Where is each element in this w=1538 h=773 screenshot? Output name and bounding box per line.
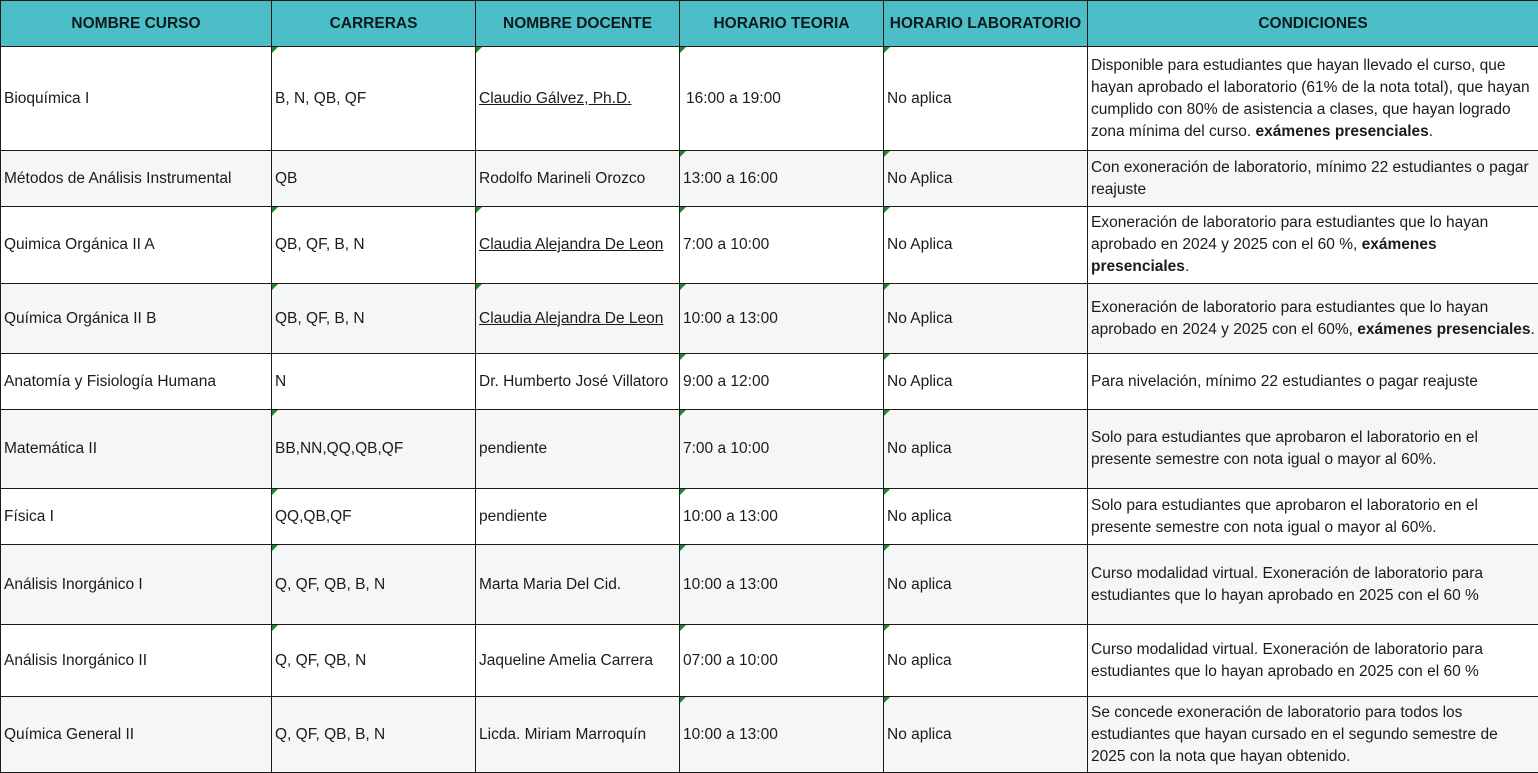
header-careers[interactable]: CARRERAS	[272, 1, 476, 47]
theory-cell[interactable]: 7:00 a 10:00	[680, 410, 884, 489]
theory-cell[interactable]: 10:00 a 13:00	[680, 545, 884, 625]
conditions-bold: exámenes presenciales	[1357, 320, 1531, 338]
careers-cell[interactable]: BB,NN,QQ,QB,QF	[272, 410, 476, 489]
theory-cell[interactable]: 10:00 a 13:00	[680, 697, 884, 773]
teacher-cell[interactable]: Rodolfo Marineli Orozco	[476, 151, 680, 207]
conditions-cell[interactable]	[1088, 410, 1538, 489]
teacher-cell[interactable]: Jaqueline Amelia Carrera	[476, 625, 680, 697]
conditions-cell[interactable]	[1088, 207, 1538, 284]
conditions-text: Disponible para estudiantes que hayan llevado el curso, que hayan aprobado el laboratorio (61% de la nota total), que hayan cumplido con 80% de asistencia a clases, que hayan logrado zona mínima del curso.	[1091, 56, 1530, 140]
careers-cell[interactable]: Q, QF, QB, N	[272, 625, 476, 697]
theory-cell[interactable]: 10:00 a 13:00	[680, 489, 884, 545]
theory-cell[interactable]: 13:00 a 16:00	[680, 151, 884, 207]
teacher-cell[interactable]: Licda. Miriam Marroquín	[476, 697, 680, 773]
header-course[interactable]: NOMBRE CURSO	[1, 1, 272, 47]
teacher-link[interactable]: Claudia Alejandra De Leon	[479, 309, 664, 327]
teacher-cell[interactable]	[476, 47, 680, 151]
course-cell[interactable]: Quimica Orgánica II A	[1, 207, 272, 284]
conditions-tail: .	[1428, 122, 1434, 140]
header-conditions[interactable]: CONDICIONES	[1088, 1, 1538, 47]
lab-cell[interactable]: No Aplica	[884, 207, 1088, 284]
careers-cell[interactable]: QQ,QB,QF	[272, 489, 476, 545]
table-row	[1, 207, 1538, 284]
theory-cell[interactable]: 07:00 a 10:00	[680, 625, 884, 697]
conditions-cell[interactable]	[1088, 545, 1538, 625]
course-cell[interactable]: Química General II	[1, 697, 272, 773]
conditions-text: Para nivelación, mínimo 22 estudiantes o pagar reajuste	[1091, 372, 1478, 390]
header-theory[interactable]: HORARIO TEORIA	[680, 1, 884, 47]
teacher-cell[interactable]: Marta Maria Del Cid.	[476, 545, 680, 625]
careers-cell[interactable]: Q, QF, QB, B, N	[272, 697, 476, 773]
conditions-text: Exoneración de laboratorio para estudiantes que lo hayan aprobado en 2024 y 2025 con el 60 %,	[1091, 214, 1489, 253]
conditions-text: Exoneración de laboratorio para estudiantes que lo hayan aprobado en 2024 y 2025 con el 60%,	[1091, 298, 1489, 338]
conditions-cell[interactable]	[1088, 284, 1538, 354]
table-row	[1, 410, 1538, 489]
conditions-cell[interactable]	[1088, 47, 1538, 151]
teacher-cell[interactable]	[476, 207, 680, 284]
careers-cell[interactable]: Q, QF, QB, B, N	[272, 545, 476, 625]
course-cell[interactable]: Análisis Inorgánico II	[1, 625, 272, 697]
theory-cell[interactable]: 10:00 a 13:00	[680, 284, 884, 354]
conditions-tail: .	[1184, 258, 1190, 275]
conditions-tail: .	[1530, 320, 1535, 338]
careers-cell[interactable]: B, N, QB, QF	[272, 47, 476, 151]
teacher-cell[interactable]: Dr. Humberto José Villatoro	[476, 354, 680, 410]
conditions-text: Solo para estudiantes que aprobaron el laboratorio en el presente semestre con nota igual o mayor al 60%.	[1091, 429, 1478, 468]
conditions-text: Curso modalidad virtual. Exoneración de laboratorio para estudiantes que lo hayan aprobado en 2025 con el 60 %	[1091, 640, 1484, 680]
lab-cell[interactable]: No aplica	[884, 625, 1088, 697]
header-lab[interactable]: HORARIO LABORATORIO	[884, 1, 1088, 47]
table-row	[1, 697, 1538, 773]
conditions-cell[interactable]	[1088, 489, 1538, 545]
lab-cell[interactable]: No Aplica	[884, 354, 1088, 410]
conditions-cell[interactable]	[1088, 697, 1538, 773]
conditions-text: Con exoneración de laboratorio, mínimo 22 estudiantes o pagar reajuste	[1091, 158, 1529, 198]
table-row	[1, 489, 1538, 545]
careers-cell[interactable]: N	[272, 354, 476, 410]
conditions-cell[interactable]	[1088, 151, 1538, 207]
theory-cell[interactable]: 16:00 a 19:00	[680, 47, 884, 151]
theory-cell[interactable]: 9:00 a 12:00	[680, 354, 884, 410]
conditions-text: Solo para estudiantes que aprobaron el laboratorio en el presente semestre con nota igual o mayor al 60%.	[1091, 496, 1478, 536]
table-row	[1, 625, 1538, 697]
lab-cell[interactable]: No aplica	[884, 545, 1088, 625]
header-teacher[interactable]: NOMBRE DOCENTE	[476, 1, 680, 47]
conditions-text: Curso modalidad virtual. Exoneración de laboratorio para estudiantes que lo hayan aprobado en 2025 con el 60 %	[1091, 564, 1484, 604]
conditions-text: Se concede exoneración de laboratorio para todos los estudiantes que hayan cursado en el segundo semestre de 2025 con la nota que hayan obtenido.	[1091, 703, 1498, 765]
lab-cell[interactable]: No aplica	[884, 489, 1088, 545]
careers-cell[interactable]: QB, QF, B, N	[272, 207, 476, 284]
lab-cell[interactable]: No Aplica	[884, 151, 1088, 207]
conditions-bold: exámenes presenciales	[1255, 122, 1429, 140]
careers-cell[interactable]: QB	[272, 151, 476, 207]
table-row	[1, 284, 1538, 354]
course-cell[interactable]: Anatomía y Fisiología Humana	[1, 354, 272, 410]
course-cell[interactable]: Análisis Inorgánico I	[1, 545, 272, 625]
careers-cell[interactable]: QB, QF, B, N	[272, 284, 476, 354]
header-row	[1, 1, 1538, 47]
lab-cell[interactable]: No aplica	[884, 410, 1088, 489]
lab-cell[interactable]: No aplica	[884, 697, 1088, 773]
lab-cell[interactable]: No aplica	[884, 47, 1088, 151]
conditions-cell[interactable]	[1088, 354, 1538, 410]
conditions-bold: exámenes presenciales	[1091, 236, 1437, 275]
table-row	[1, 545, 1538, 625]
lab-cell[interactable]: No Aplica	[884, 284, 1088, 354]
theory-cell[interactable]: 7:00 a 10:00	[680, 207, 884, 284]
teacher-link[interactable]: Claudia Alejandra De Leon	[479, 236, 664, 253]
course-cell[interactable]: Métodos de Análisis Instrumental	[1, 151, 272, 207]
teacher-cell[interactable]: pendiente	[476, 489, 680, 545]
table-row	[1, 354, 1538, 410]
conditions-cell[interactable]	[1088, 625, 1538, 697]
teacher-cell[interactable]	[476, 284, 680, 354]
teacher-link[interactable]: Claudio Gálvez, Ph.D.	[479, 89, 632, 107]
table-row	[1, 47, 1538, 151]
course-cell[interactable]: Bioquímica I	[1, 47, 272, 151]
course-cell[interactable]: Física I	[1, 489, 272, 545]
course-cell[interactable]: Matemática II	[1, 410, 272, 489]
course-cell[interactable]: Química Orgánica II B	[1, 284, 272, 354]
table-row	[1, 151, 1538, 207]
teacher-cell[interactable]: pendiente	[476, 410, 680, 489]
